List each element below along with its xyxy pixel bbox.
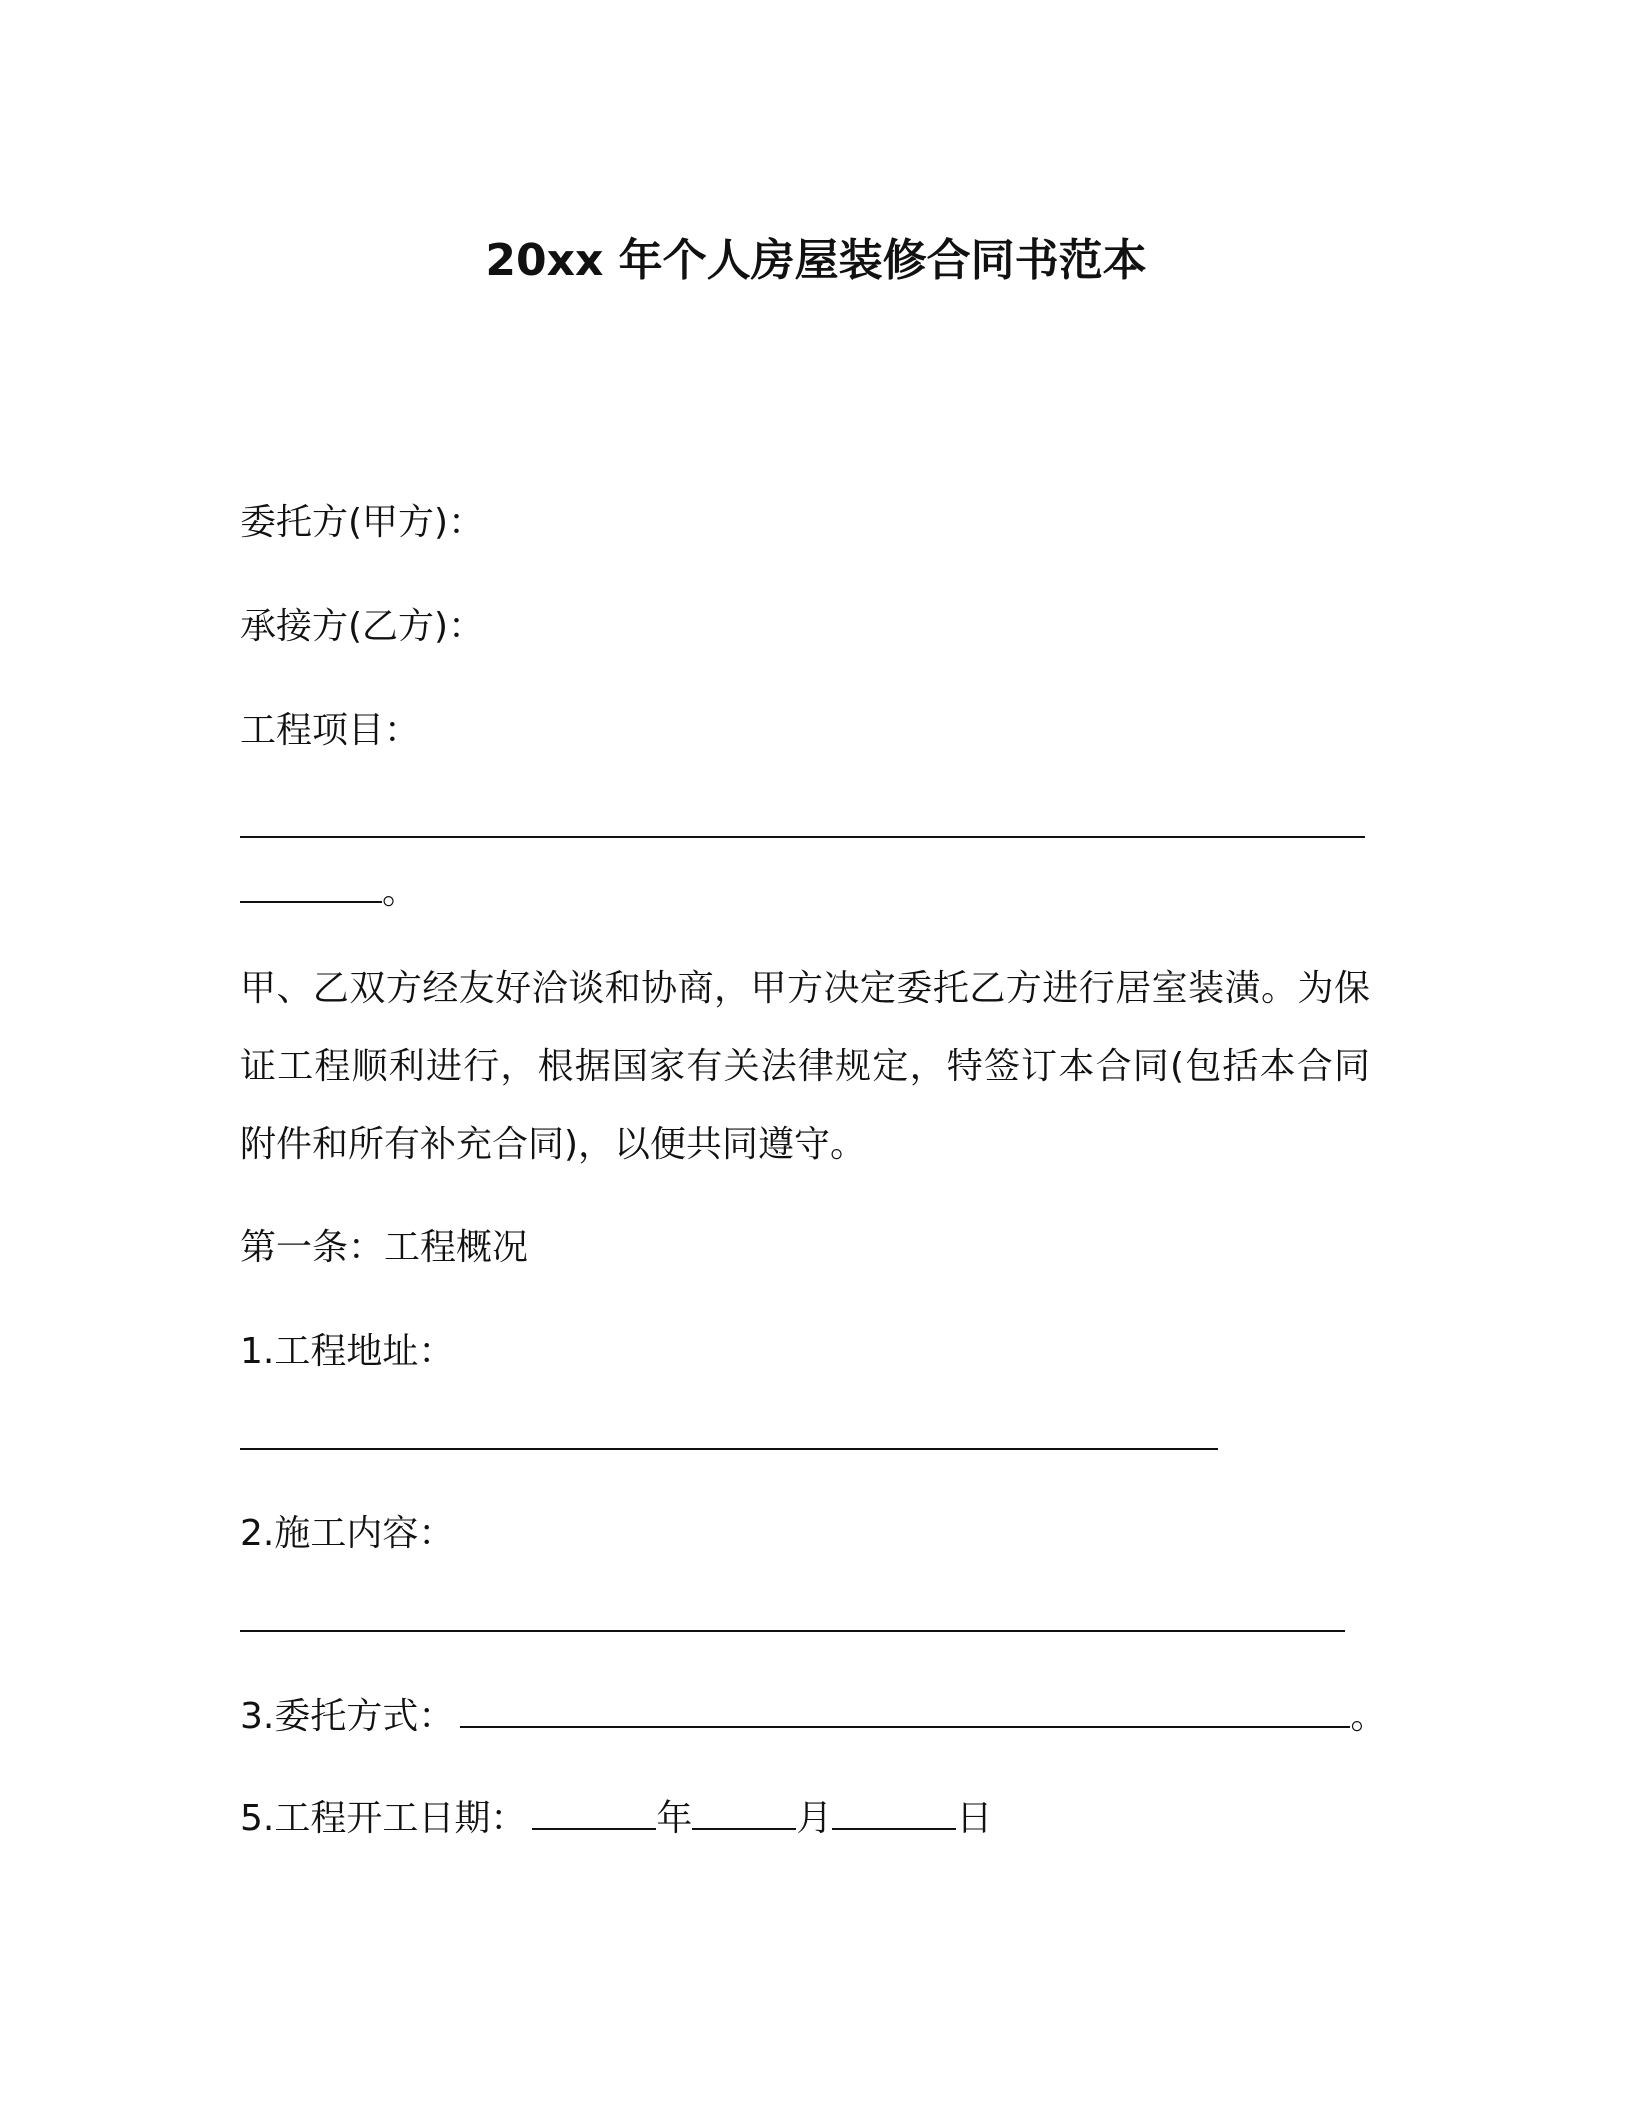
item3-end-mark: 。 — [1350, 1696, 1387, 1737]
day-blank[interactable] — [832, 1800, 956, 1830]
item2-content-blank-row[interactable] — [240, 1602, 1345, 1639]
year-blank[interactable] — [532, 1800, 656, 1830]
party-a-label: 委托方(甲方)： — [240, 502, 485, 543]
address-blank[interactable] — [240, 1420, 1218, 1450]
party-b-label: 承接方(乙方)： — [240, 606, 485, 647]
content-blank[interactable] — [240, 1602, 1345, 1632]
day-label: 日 — [956, 1798, 993, 1839]
article-one-heading: 第一条：工程概况 — [240, 1227, 529, 1268]
item3-method-row — [240, 1698, 1386, 1735]
project-blank-line-1[interactable] — [240, 808, 1365, 845]
project-blank[interactable] — [240, 808, 1365, 838]
item1-address-blank-row[interactable] — [240, 1420, 1218, 1457]
project-blank-line-2[interactable] — [240, 873, 418, 910]
item5-start-date-label: 5.工程开工日期： — [240, 1798, 527, 1839]
item2-content-label: 2.施工内容： — [240, 1513, 455, 1554]
document-title: 20xx 年个人房屋装修合同书范本 — [485, 235, 1147, 286]
month-label: 月 — [796, 1798, 833, 1839]
method-blank[interactable] — [460, 1698, 1350, 1728]
month-blank[interactable] — [692, 1800, 796, 1830]
project-blank-continued[interactable] — [240, 873, 382, 903]
item5-start-date-row — [240, 1800, 992, 1837]
intro-paragraph: 甲、乙双方经友好洽谈和协商，甲方决定委托乙方进行居室装潢。为保证工程顺利进行，根据国家有关法律规定，特签订本合同(包括本合同附件和所有补充合同)，以便共同遵守。 — [240, 968, 1370, 1165]
project-label: 工程项目： — [240, 710, 421, 751]
item1-address-label: 1.工程地址： — [240, 1331, 455, 1372]
year-label: 年 — [656, 1798, 693, 1839]
item3-method-label: 3.委托方式： — [240, 1696, 455, 1737]
project-end-mark: 。 — [382, 871, 419, 912]
